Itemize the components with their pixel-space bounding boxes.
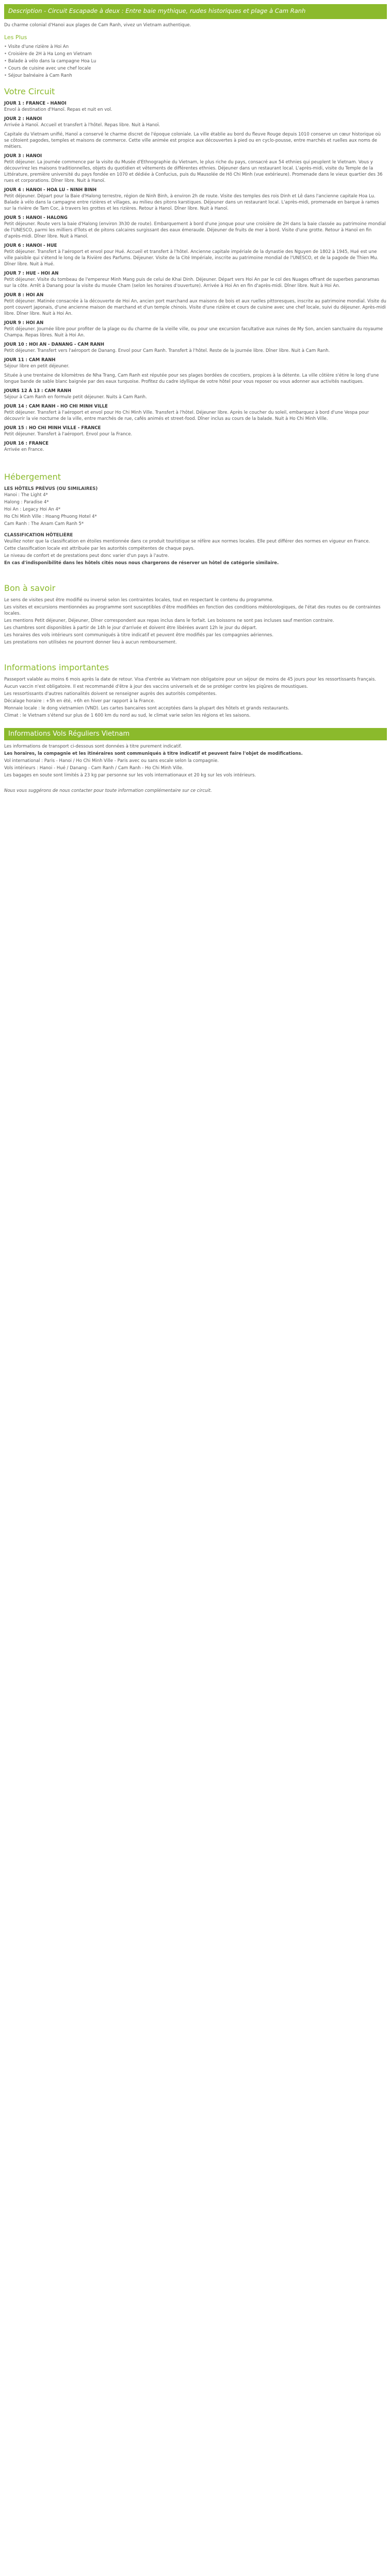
info-line: Climat : le Vietnam s'étend sur plus de 1 600 km du nord au sud, le climat varie selon les régions et les saisons. — [4, 713, 251, 718]
day-title: JOUR 11 : CAM RANH — [4, 358, 56, 363]
plus-list — [4, 44, 387, 79]
plus-item: • Croisière de 2H à Ha Long en Vietnam — [4, 51, 387, 57]
day-description: Capitale du Vietnam unifié, Hanoï a conservé le charme discret de l'époque coloniale. La ville établie au bord du fleuve Rouge depuis 1010 conserve un cœur historique où se côtoient pagodes, temples et maisons de commerce. Cette ville animée est propice aux découvertes à pied ou en cyclo-pousse, entre marchés et ruelles aux noms de métiers. — [4, 132, 381, 149]
plus-item: • Visite d'une rizière à Hoi An — [4, 44, 387, 50]
classification-line: Veuillez noter que la classification en étoiles mentionnée dans ce produit touristique se réfère aux normes locales. Elle peut différer des normes en vigueur en France. — [4, 539, 370, 544]
day-description: Séjour à Cam Ranh en formule petit déjeuner. Nuits à Cam Ranh. — [4, 395, 147, 400]
circuit-heading: Votre Circuit — [4, 87, 55, 96]
intro-text: Du charme colonial d'Hanoi aux plages de Cam Ranh, vivez un Vietnam authentique. — [4, 23, 191, 28]
bon-a-savoir-line: Les horaires des vols intérieurs sont communiqués à titre indicatif et peuvent être modifiés par les compagnies aériennes. — [4, 633, 274, 638]
day-title: JOUR 1 : FRANCE - HANOI — [4, 101, 67, 106]
day-description: Petit déjeuner. La journée commence par la visite du Musée d'Ethnographie du Vietnam, le plus riche du pays, consacré aux 54 ethnies qui peuplent le Vietnam. Vous y découvrirez les maisons traditionnelles, objets du quotidien et vêtements de différentes ethnies. Déjeuner dans un restaurant local. L'après-midi, visite du Temple de la Littérature, première université du pays fondée en 1070 et dédiée à Confucius, puis du Mausolée de Hô Chi Minh (vue extérieure). Promenade dans le vieux quartier des 36 rues et corporations. Dîner libre. Nuit à Hanoï. — [4, 160, 383, 183]
bon-a-savoir-line: Les mentions Petit déjeuner, Déjeuner, Dîner correspondent aux repas inclus dans le forfait. Les boissons ne sont pas incluses sauf mention contraire. — [4, 618, 334, 623]
itinerary-day — [4, 187, 387, 212]
info-line: Passeport valable au moins 6 mois après la date de retour. Visa d'entrée au Vietnam non obligatoire pour un séjour de moins de 45 jours pour les ressortissants français. — [4, 677, 376, 682]
day-title: JOUR 7 : HUE - HOI AN — [4, 271, 59, 276]
info-line: Décalage horaire : +5h en été, +6h en hiver par rapport à la France. — [4, 699, 155, 704]
itinerary-day — [4, 342, 387, 354]
day-description: Petit déjeuner. Transfert à l'aéroport et envol pour Hué. Accueil et transfert à l'hôtel. Ancienne capitale impériale de la dynastie des Nguyen de 1802 à 1945, Hué est une ville paisible qui s'étend le long de la Rivière des Parfums. Déjeuner. Visite de la Cité Impériale, inscrite au patrimoine mondial de l'UNESCO, et de la pagode de Thien Mu. Dîner libre. Nuit à Hué. — [4, 249, 379, 267]
day-title: JOUR 14 : CAM RANH - HO CHI MINH VILLE — [4, 404, 108, 409]
day-title: JOUR 9 : HOI AN — [4, 320, 44, 326]
bon-a-savoir-line: Les chambres sont disponibles à partir de 14h le jour d'arrivée et doivent être libérées avant 12h le jour du départ. — [4, 625, 257, 631]
classification-heading: CLASSIFICATION HÔTELIÈRE — [4, 533, 73, 538]
day-description: Envol à destination d'Hanoï. Repas et nuit en vol. — [4, 107, 112, 112]
info-line: Les ressortissants d'autres nationalités doivent se renseigner auprès des autorités compétentes. — [4, 691, 217, 697]
day-description: Petit déjeuner. Matinée consacrée à la découverte de Hoi An, ancien port marchand aux maisons de bois et aux ruelles pittoresques, inscrite au patrimoine mondial. Visite du pont couvert japonais, d'une ancienne maison de marchand et d'un temple chinois. Visite d'une rizière et cours de cuisine avec une chef locale, suivi du déjeuner. Après-midi libre. Dîner libre. Nuit à Hoi An. — [4, 299, 386, 316]
vols-line: Les horaires, la compagnie et les itinéraires sont communiqués à titre indicatif et peuvent faire l'objet de modifications. — [4, 751, 303, 756]
classification-line: Le niveau de confort et de prestations peut donc varier d'un pays à l'autre. — [4, 553, 169, 558]
day-title: JOUR 6 : HANOI - HUE — [4, 243, 57, 248]
vols-banner: Informations Vols Réguliers Vietnam — [4, 728, 387, 740]
bon-a-savoir-line: Le sens de visites peut être modifié ou inversé selon les contraintes locales, tout en respectant le contenu du programme. — [4, 598, 274, 603]
plus-item: • Balade à vélo dans la campagne Hoa Lu — [4, 58, 387, 64]
day-title: JOUR 2 : HANOI — [4, 116, 42, 122]
day-description: Petit déjeuner. Transfert vers l'aéroport de Danang. Envol pour Cam Ranh. Transfert à l'hôtel. Reste de la journée libre. Dîner libre. Nuit à Cam Ranh. — [4, 348, 330, 353]
itinerary-day — [4, 440, 387, 453]
day-description: Petit déjeuner. Visite du tombeau de l'empereur Minh Mang puis de celui de Khai Dinh. Déjeuner. Départ vers Hoi An par le col des Nuages offrant de superbes panoramas sur la côte. Arrêt à Danang pour la visite du musée Cham (selon les horaires d'ouverture). Arrivée à Hoi An en fin d'après-midi. Dîner libre. Nuit à Hoi An. — [4, 277, 380, 289]
day-description: Petit déjeuner. Départ pour la Baie d'Halong terrestre, région de Ninh Binh, à environ 2h de route. Visite des temples des rois Dinh et Lê dans l'ancienne capitale Hoa Lu. Balade à vélo dans la campagne entre rizières et villages, au milieu des pitons karstiques. Déjeuner dans un restaurant local. L'après-midi, promenade en barque à rames sur la rivière de Tam Coc, à travers les grottes et les rizières. Retour à Hanoï. Dîner libre. Nuit à Hanoï. — [4, 194, 379, 211]
day-title: JOUR 15 : HO CHI MINH VILLE - FRANCE — [4, 426, 101, 431]
hotel-item: Hoi An : Legacy Hoi An 4* — [4, 507, 61, 512]
day-title: JOUR 5 : HANOI - HALONG — [4, 215, 68, 221]
itinerary-day — [4, 153, 387, 184]
day-description: Arrivée à Hanoï. Accueil et transfert à l'hôtel. Repas libre. Nuit à Hanoï. — [4, 123, 160, 128]
hotel-list — [4, 492, 387, 527]
itinerary-day — [4, 403, 387, 422]
bon-a-savoir-heading: Bon à savoir — [4, 583, 56, 593]
hotels-lead: LES HÔTELS PRÉVUS (OU SIMILAIRES) — [4, 486, 98, 492]
plus-item: • Cours de cuisine avec une chef locale — [4, 65, 387, 72]
day-title: JOUR 10 : HOI AN - DANANG - CAM RANH — [4, 342, 104, 347]
day-title: JOUR 16 : FRANCE — [4, 441, 49, 446]
hotel-item: Halong : Paradise 4* — [4, 500, 49, 505]
itinerary-day — [4, 270, 387, 289]
itinerary-day — [4, 215, 387, 240]
info-heading: Informations importantes — [4, 663, 109, 672]
plus-heading: Les Plus — [4, 34, 27, 41]
day-title: JOUR 3 : HANOI — [4, 154, 42, 159]
vols-line: Les bagages en soute sont limités à 23 kg par personne sur les vols internationaux et 20 kg sur les vols intérieurs. — [4, 773, 256, 778]
day-description: Petit déjeuner. Transfert à l'aéroport. Envol pour la France. — [4, 432, 133, 437]
itinerary-day — [4, 100, 387, 113]
bon-a-savoir-line: Les visites et excursions mentionnées au programme sont susceptibles d'être modifiées en fonction des conditions météorologiques, de l'état des routes ou de contraintes locales. — [4, 605, 381, 616]
itinerary-day — [4, 425, 387, 437]
classification-line: En cas d'indisponibilité dans les hôtels cités nous nous chargerons de réserver un hôtel de catégorie similaire. — [4, 561, 279, 566]
hotel-item: Hanoi : The Light 4* — [4, 493, 48, 498]
itinerary-day — [4, 243, 387, 267]
itinerary-day — [4, 292, 387, 317]
circuit-title-banner: Description - Circuit Escapade à deux : Entre baie mythique, rudes historiques et plage à Cam Ranh — [4, 4, 387, 19]
vols-line: Vol international : Paris - Hanoi / Ho Chi Minh Ville - Paris avec ou sans escale selon la compagnie. — [4, 758, 219, 764]
vols-text — [4, 743, 387, 778]
day-title: JOUR 8 : HOI AN — [4, 293, 44, 298]
bon-a-savoir-line: Les prestations non utilisées ne pourront donner lieu à aucun remboursement. — [4, 640, 177, 645]
hotel-item: Ho Chi Minh Ville : Hoang Phuong Hotel 4* — [4, 514, 97, 519]
day-description: Séjour libre en petit déjeuner. — [4, 364, 70, 369]
day-description: Située à une trentaine de kilomètres de Nha Trang, Cam Ranh est réputée pour ses plages bordées de cocotiers, propices à la détente. La ville côtière s'étire le long d'une longue bande de sable blanc baignée par des eaux turquoise. Profitez du cadre idyllique de votre hôtel pour vous reposer ou vous adonner aux activités nautiques. — [4, 373, 379, 384]
itinerary-day — [4, 357, 387, 369]
vols-line: Vols intérieurs : Hanoi - Hué / Danang - Cam Ranh / Cam Ranh - Ho Chi Minh Ville. — [4, 766, 184, 771]
itinerary — [4, 100, 387, 453]
day-description: Petit déjeuner. Transfert à l'aéroport et envol pour Ho Chi Minh Ville. Transfert à l'hôtel. Déjeuner libre. Après le coucher du soleil, embarquez à bord d'une Vespa pour découvrir la vie nocturne de la ville, entre marchés de rue, cafés animés et street-food. Dîner inclus au cours de la balade. Nuit à Ho Chi Minh Ville. — [4, 410, 369, 421]
info-text — [4, 676, 387, 719]
footer-note: Nous vous suggérons de nous contacter pour toute information complémentaire sur ce circuit. — [4, 788, 212, 793]
day-description: Petit déjeuner. Journée libre pour profiter de la plage ou du charme de la vieille ville, ou pour une excursion facultative aux ruines de My Son, ancien sanctuaire du royaume Champa. Repas libres. Nuit à Hoi An. — [4, 327, 383, 338]
itinerary-day — [4, 388, 387, 400]
bon-a-savoir-text — [4, 597, 387, 646]
day-description: Petit déjeuner. Route vers la baie d'Halong (environ 3h30 de route). Embarquement à bord d'une jonque pour une croisière de 2H dans la baie classée au patrimoine mondial de l'UNESCO, parmi les milliers d'îlots et de pitons calcaires surgissant des eaux émeraude. Déjeuner de fruits de mer à bord. Visite d'une grotte. Retour à Hanoï en fin d'après-midi. Dîner libre. Nuit à Hanoï. — [4, 222, 386, 239]
day-title: JOUR 4 : HANOI - HOA LU - NINH BINH — [4, 188, 97, 193]
day-description: Arrivée en France. — [4, 447, 44, 452]
classification-line: Cette classification locale est attribuée par les autorités compétentes de chaque pays. — [4, 546, 195, 551]
hebergement-heading: Hébergement — [4, 472, 61, 482]
day-title: JOURS 12 À 13 : CAM RANH — [4, 388, 71, 394]
plus-item: • Séjour balnéaire à Cam Ranh — [4, 73, 387, 79]
info-line: Monnaie locale : le dong vietnamien (VND). Les cartes bancaires sont acceptées dans la plupart des hôtels et grands restaurants. — [4, 706, 289, 711]
vols-line: Les informations de transport ci-dessous sont données à titre purement indicatif. — [4, 744, 182, 749]
itinerary-day — [4, 372, 387, 385]
hotel-item: Cam Ranh : The Anam Cam Ranh 5* — [4, 521, 84, 527]
itinerary-day — [4, 116, 387, 128]
classification-text — [4, 538, 387, 566]
info-line: Aucun vaccin n'est obligatoire. Il est recommandé d'être à jour des vaccins universels et de se protéger contre les piqûres de moustiques. — [4, 684, 308, 689]
itinerary-day — [4, 131, 387, 150]
itinerary-day — [4, 320, 387, 338]
